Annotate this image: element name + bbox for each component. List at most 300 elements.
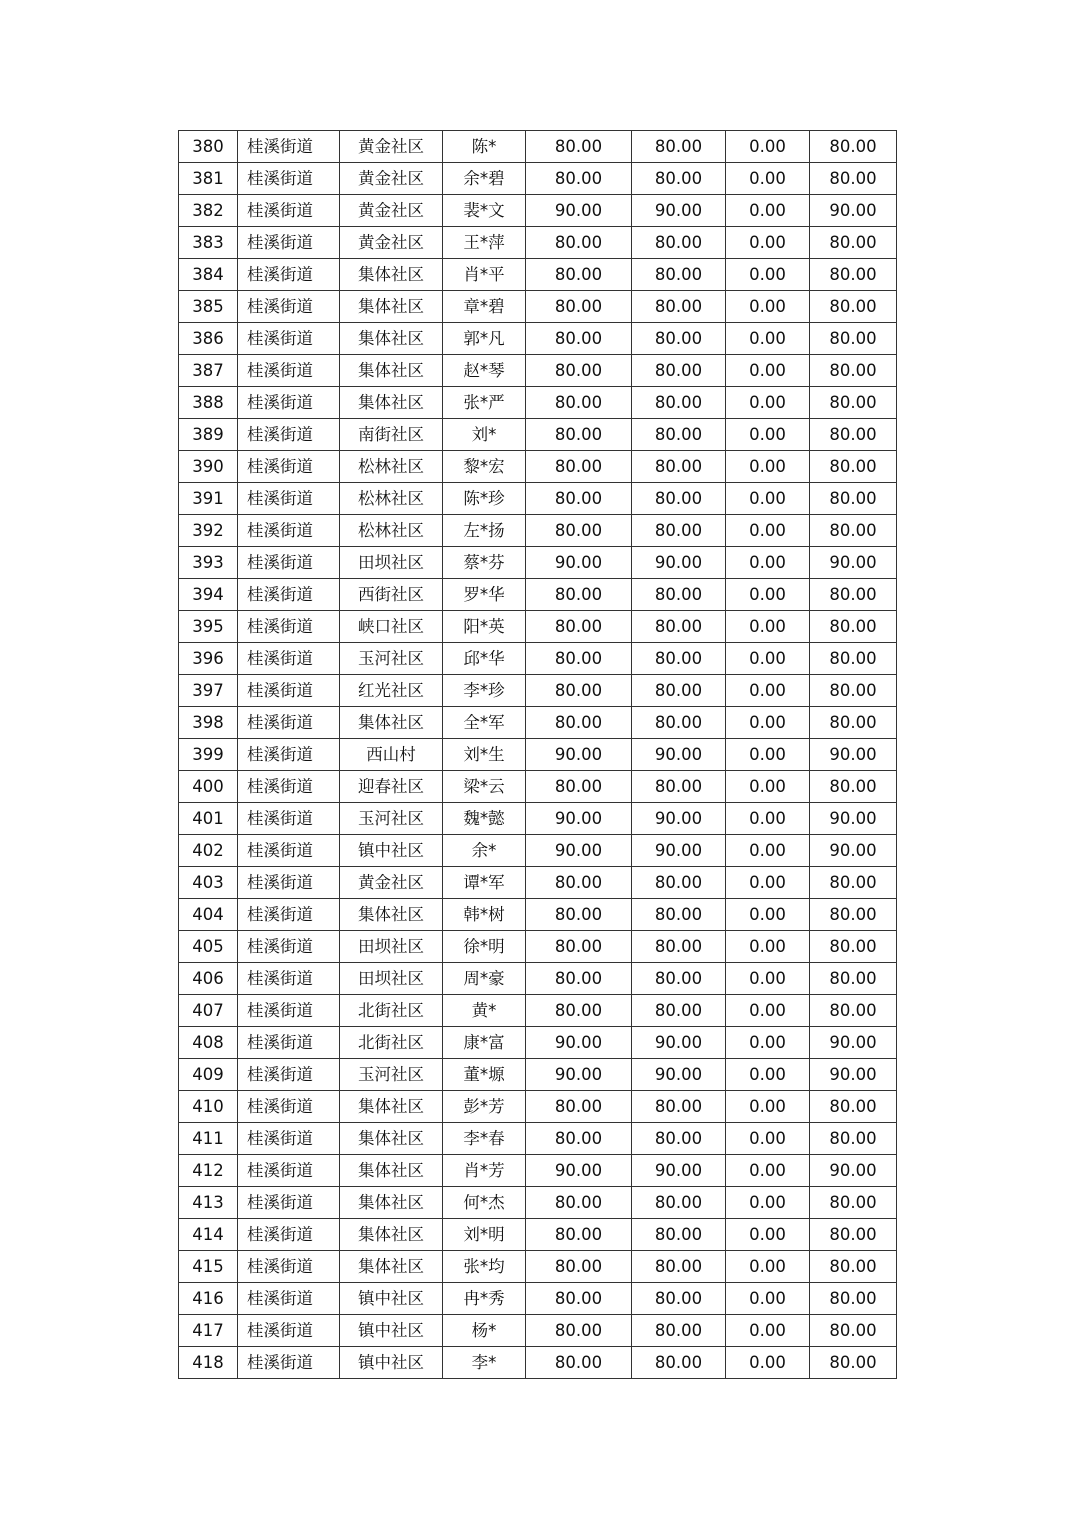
- amount-cell-1: 80.00: [526, 675, 632, 707]
- table-row: [179, 931, 897, 963]
- amount-cell-2: 80.00: [632, 419, 726, 451]
- street-cell: 桂溪街道: [238, 195, 340, 227]
- amount-cell-1: 80.00: [526, 771, 632, 803]
- table-row: [179, 803, 897, 835]
- amount-cell-2: 80.00: [632, 323, 726, 355]
- street-cell: 桂溪街道: [238, 483, 340, 515]
- amount-cell-2: 90.00: [632, 547, 726, 579]
- amount-cell-3: 0.00: [726, 1315, 810, 1347]
- table-row: [179, 1155, 897, 1187]
- amount-cell-1: 90.00: [526, 195, 632, 227]
- amount-cell-2: 80.00: [632, 483, 726, 515]
- amount-cell-3: 0.00: [726, 227, 810, 259]
- amount-cell-total: 80.00: [810, 291, 897, 323]
- amount-cell-2: 80.00: [632, 1187, 726, 1219]
- amount-cell-2: 80.00: [632, 771, 726, 803]
- table-row: [179, 227, 897, 259]
- amount-cell-1: 80.00: [526, 643, 632, 675]
- amount-cell-total: 80.00: [810, 451, 897, 483]
- table-row: [179, 291, 897, 323]
- name-cell: 梁*云: [443, 771, 526, 803]
- amount-cell-3: 0.00: [726, 355, 810, 387]
- street-cell: 桂溪街道: [238, 1123, 340, 1155]
- amount-cell-2: 80.00: [632, 995, 726, 1027]
- row-number: 404: [179, 899, 238, 931]
- amount-cell-3: 0.00: [726, 835, 810, 867]
- amount-cell-1: 80.00: [526, 707, 632, 739]
- amount-cell-2: 80.00: [632, 1347, 726, 1379]
- table-row: [179, 963, 897, 995]
- row-number: 391: [179, 483, 238, 515]
- row-number: 398: [179, 707, 238, 739]
- amount-cell-3: 0.00: [726, 1283, 810, 1315]
- amount-cell-1: 80.00: [526, 483, 632, 515]
- name-cell: 黄*: [443, 995, 526, 1027]
- community-cell: 集体社区: [340, 1123, 443, 1155]
- name-cell: 刘*生: [443, 739, 526, 771]
- amount-cell-3: 0.00: [726, 579, 810, 611]
- row-number: 386: [179, 323, 238, 355]
- row-number: 396: [179, 643, 238, 675]
- amount-cell-1: 80.00: [526, 579, 632, 611]
- name-cell: 阳*英: [443, 611, 526, 643]
- name-cell: 周*豪: [443, 963, 526, 995]
- amount-cell-3: 0.00: [726, 1091, 810, 1123]
- street-cell: 桂溪街道: [238, 675, 340, 707]
- amount-cell-total: 80.00: [810, 323, 897, 355]
- amount-cell-total: 80.00: [810, 899, 897, 931]
- community-cell: 田坝社区: [340, 963, 443, 995]
- row-number: 411: [179, 1123, 238, 1155]
- amount-cell-2: 90.00: [632, 1155, 726, 1187]
- street-cell: 桂溪街道: [238, 1187, 340, 1219]
- amount-cell-3: 0.00: [726, 1027, 810, 1059]
- amount-cell-1: 80.00: [526, 163, 632, 195]
- table-row: [179, 1059, 897, 1091]
- amount-cell-2: 80.00: [632, 1283, 726, 1315]
- amount-cell-total: 80.00: [810, 1187, 897, 1219]
- amount-cell-total: 80.00: [810, 995, 897, 1027]
- amount-cell-total: 90.00: [810, 803, 897, 835]
- community-cell: 集体社区: [340, 1091, 443, 1123]
- table-row: [179, 451, 897, 483]
- community-cell: 集体社区: [340, 323, 443, 355]
- name-cell: 全*军: [443, 707, 526, 739]
- row-number: 394: [179, 579, 238, 611]
- amount-cell-3: 0.00: [726, 1059, 810, 1091]
- name-cell: 罗*华: [443, 579, 526, 611]
- amount-cell-3: 0.00: [726, 899, 810, 931]
- amount-cell-1: 90.00: [526, 1155, 632, 1187]
- amount-cell-3: 0.00: [726, 995, 810, 1027]
- amount-cell-total: 90.00: [810, 835, 897, 867]
- street-cell: 桂溪街道: [238, 963, 340, 995]
- name-cell: 章*碧: [443, 291, 526, 323]
- amount-cell-total: 80.00: [810, 483, 897, 515]
- row-number: 383: [179, 227, 238, 259]
- amount-cell-1: 80.00: [526, 387, 632, 419]
- amount-cell-1: 80.00: [526, 291, 632, 323]
- amount-cell-3: 0.00: [726, 419, 810, 451]
- street-cell: 桂溪街道: [238, 1155, 340, 1187]
- street-cell: 桂溪街道: [238, 643, 340, 675]
- amount-cell-total: 80.00: [810, 515, 897, 547]
- name-cell: 陈*: [443, 131, 526, 163]
- amount-cell-total: 80.00: [810, 867, 897, 899]
- table-row: [179, 835, 897, 867]
- table-row: [179, 515, 897, 547]
- amount-cell-3: 0.00: [726, 611, 810, 643]
- amount-cell-3: 0.00: [726, 707, 810, 739]
- community-cell: 集体社区: [340, 1187, 443, 1219]
- amount-cell-3: 0.00: [726, 1123, 810, 1155]
- name-cell: 杨*: [443, 1315, 526, 1347]
- table-row: [179, 867, 897, 899]
- community-cell: 迎春社区: [340, 771, 443, 803]
- amount-cell-3: 0.00: [726, 867, 810, 899]
- name-cell: 左*扬: [443, 515, 526, 547]
- table-row: [179, 1347, 897, 1379]
- community-cell: 玉河社区: [340, 1059, 443, 1091]
- amount-cell-3: 0.00: [726, 483, 810, 515]
- amount-cell-1: 80.00: [526, 259, 632, 291]
- amount-cell-1: 80.00: [526, 1219, 632, 1251]
- community-cell: 集体社区: [340, 1219, 443, 1251]
- amount-cell-total: 80.00: [810, 963, 897, 995]
- amount-cell-3: 0.00: [726, 739, 810, 771]
- street-cell: 桂溪街道: [238, 1219, 340, 1251]
- amount-cell-1: 80.00: [526, 1251, 632, 1283]
- amount-cell-2: 80.00: [632, 1219, 726, 1251]
- community-cell: 西山村: [340, 739, 443, 771]
- row-number: 395: [179, 611, 238, 643]
- amount-cell-1: 80.00: [526, 1123, 632, 1155]
- name-cell: 谭*军: [443, 867, 526, 899]
- amount-cell-3: 0.00: [726, 1347, 810, 1379]
- community-cell: 集体社区: [340, 899, 443, 931]
- amount-cell-total: 80.00: [810, 1091, 897, 1123]
- amount-cell-3: 0.00: [726, 259, 810, 291]
- table-row: [179, 547, 897, 579]
- name-cell: 李*春: [443, 1123, 526, 1155]
- community-cell: 镇中社区: [340, 1347, 443, 1379]
- table-row: [179, 1219, 897, 1251]
- name-cell: 徐*明: [443, 931, 526, 963]
- row-number: 408: [179, 1027, 238, 1059]
- street-cell: 桂溪街道: [238, 867, 340, 899]
- row-number: 414: [179, 1219, 238, 1251]
- amount-cell-total: 80.00: [810, 611, 897, 643]
- amount-cell-1: 80.00: [526, 899, 632, 931]
- amount-cell-2: 80.00: [632, 963, 726, 995]
- street-cell: 桂溪街道: [238, 995, 340, 1027]
- amount-cell-total: 80.00: [810, 1283, 897, 1315]
- community-cell: 南街社区: [340, 419, 443, 451]
- table-row: [179, 355, 897, 387]
- name-cell: 余*: [443, 835, 526, 867]
- row-number: 387: [179, 355, 238, 387]
- amount-cell-2: 80.00: [632, 707, 726, 739]
- row-number: 416: [179, 1283, 238, 1315]
- street-cell: 桂溪街道: [238, 931, 340, 963]
- amount-cell-1: 90.00: [526, 739, 632, 771]
- amount-cell-total: 90.00: [810, 1027, 897, 1059]
- street-cell: 桂溪街道: [238, 707, 340, 739]
- community-cell: 集体社区: [340, 355, 443, 387]
- street-cell: 桂溪街道: [238, 419, 340, 451]
- community-cell: 黄金社区: [340, 131, 443, 163]
- amount-cell-1: 80.00: [526, 355, 632, 387]
- name-cell: 蔡*芬: [443, 547, 526, 579]
- row-number: 392: [179, 515, 238, 547]
- row-number: 402: [179, 835, 238, 867]
- amount-cell-1: 80.00: [526, 1091, 632, 1123]
- amount-cell-total: 80.00: [810, 1347, 897, 1379]
- amount-cell-3: 0.00: [726, 451, 810, 483]
- table-row: [179, 483, 897, 515]
- street-cell: 桂溪街道: [238, 899, 340, 931]
- name-cell: 赵*琴: [443, 355, 526, 387]
- name-cell: 王*萍: [443, 227, 526, 259]
- row-number: 390: [179, 451, 238, 483]
- street-cell: 桂溪街道: [238, 803, 340, 835]
- table-row: [179, 1315, 897, 1347]
- row-number: 385: [179, 291, 238, 323]
- amount-cell-1: 80.00: [526, 1347, 632, 1379]
- amount-cell-1: 80.00: [526, 1315, 632, 1347]
- street-cell: 桂溪街道: [238, 547, 340, 579]
- amount-cell-1: 90.00: [526, 803, 632, 835]
- community-cell: 集体社区: [340, 291, 443, 323]
- row-number: 409: [179, 1059, 238, 1091]
- community-cell: 镇中社区: [340, 1283, 443, 1315]
- row-number: 407: [179, 995, 238, 1027]
- row-number: 401: [179, 803, 238, 835]
- community-cell: 集体社区: [340, 707, 443, 739]
- amount-cell-total: 90.00: [810, 547, 897, 579]
- amount-cell-2: 80.00: [632, 1091, 726, 1123]
- amount-cell-1: 80.00: [526, 323, 632, 355]
- amount-cell-2: 90.00: [632, 195, 726, 227]
- amount-cell-2: 80.00: [632, 1123, 726, 1155]
- row-number: 417: [179, 1315, 238, 1347]
- amount-cell-1: 80.00: [526, 867, 632, 899]
- table-row: [179, 387, 897, 419]
- row-number: 415: [179, 1251, 238, 1283]
- amount-cell-2: 80.00: [632, 515, 726, 547]
- amount-cell-3: 0.00: [726, 1251, 810, 1283]
- amount-cell-total: 90.00: [810, 1059, 897, 1091]
- row-number: 380: [179, 131, 238, 163]
- community-cell: 镇中社区: [340, 1315, 443, 1347]
- amount-cell-3: 0.00: [726, 131, 810, 163]
- street-cell: 桂溪街道: [238, 771, 340, 803]
- name-cell: 陈*珍: [443, 483, 526, 515]
- street-cell: 桂溪街道: [238, 1059, 340, 1091]
- community-cell: 集体社区: [340, 387, 443, 419]
- amount-cell-1: 80.00: [526, 611, 632, 643]
- amount-cell-1: 90.00: [526, 1027, 632, 1059]
- amount-cell-3: 0.00: [726, 323, 810, 355]
- amount-cell-1: 90.00: [526, 547, 632, 579]
- community-cell: 镇中社区: [340, 835, 443, 867]
- community-cell: 玉河社区: [340, 803, 443, 835]
- name-cell: 张*均: [443, 1251, 526, 1283]
- row-number: 393: [179, 547, 238, 579]
- amount-cell-1: 80.00: [526, 131, 632, 163]
- amount-cell-1: 80.00: [526, 1187, 632, 1219]
- amount-cell-total: 80.00: [810, 1219, 897, 1251]
- amount-cell-total: 80.00: [810, 675, 897, 707]
- name-cell: 邱*华: [443, 643, 526, 675]
- name-cell: 张*严: [443, 387, 526, 419]
- amount-cell-2: 80.00: [632, 643, 726, 675]
- name-cell: 黎*宏: [443, 451, 526, 483]
- name-cell: 肖*芳: [443, 1155, 526, 1187]
- amount-cell-total: 90.00: [810, 195, 897, 227]
- street-cell: 桂溪街道: [238, 451, 340, 483]
- community-cell: 集体社区: [340, 259, 443, 291]
- community-cell: 黄金社区: [340, 195, 443, 227]
- amount-cell-total: 80.00: [810, 131, 897, 163]
- amount-cell-total: 80.00: [810, 707, 897, 739]
- name-cell: 裴*文: [443, 195, 526, 227]
- amount-cell-total: 90.00: [810, 1155, 897, 1187]
- amount-cell-2: 90.00: [632, 1059, 726, 1091]
- amount-cell-1: 80.00: [526, 451, 632, 483]
- community-cell: 峡口社区: [340, 611, 443, 643]
- amount-cell-2: 80.00: [632, 611, 726, 643]
- street-cell: 桂溪街道: [238, 291, 340, 323]
- amount-cell-2: 80.00: [632, 675, 726, 707]
- amount-cell-3: 0.00: [726, 643, 810, 675]
- amount-cell-total: 90.00: [810, 739, 897, 771]
- name-cell: 刘*明: [443, 1219, 526, 1251]
- amount-cell-total: 80.00: [810, 643, 897, 675]
- table-row: [179, 771, 897, 803]
- row-number: 400: [179, 771, 238, 803]
- amount-cell-3: 0.00: [726, 771, 810, 803]
- amount-cell-2: 80.00: [632, 227, 726, 259]
- table-row: [179, 1187, 897, 1219]
- amount-cell-total: 80.00: [810, 419, 897, 451]
- table-row: [179, 1027, 897, 1059]
- table-body: [179, 131, 897, 1379]
- community-cell: 黄金社区: [340, 163, 443, 195]
- row-number: 399: [179, 739, 238, 771]
- street-cell: 桂溪街道: [238, 131, 340, 163]
- table-row: [179, 259, 897, 291]
- community-cell: 松林社区: [340, 515, 443, 547]
- street-cell: 桂溪街道: [238, 1091, 340, 1123]
- name-cell: 彭*芳: [443, 1091, 526, 1123]
- name-cell: 韩*树: [443, 899, 526, 931]
- amount-cell-3: 0.00: [726, 515, 810, 547]
- amount-cell-1: 90.00: [526, 835, 632, 867]
- amount-cell-3: 0.00: [726, 675, 810, 707]
- amount-cell-2: 80.00: [632, 579, 726, 611]
- table-row: [179, 707, 897, 739]
- table-row: [179, 1091, 897, 1123]
- name-cell: 刘*: [443, 419, 526, 451]
- amount-cell-3: 0.00: [726, 931, 810, 963]
- street-cell: 桂溪街道: [238, 323, 340, 355]
- street-cell: 桂溪街道: [238, 227, 340, 259]
- amount-cell-3: 0.00: [726, 387, 810, 419]
- table-row: [179, 899, 897, 931]
- street-cell: 桂溪街道: [238, 835, 340, 867]
- street-cell: 桂溪街道: [238, 611, 340, 643]
- name-cell: 何*杰: [443, 1187, 526, 1219]
- row-number: 381: [179, 163, 238, 195]
- amount-cell-total: 80.00: [810, 1251, 897, 1283]
- amount-cell-total: 80.00: [810, 259, 897, 291]
- name-cell: 余*碧: [443, 163, 526, 195]
- table-row: [179, 611, 897, 643]
- name-cell: 康*富: [443, 1027, 526, 1059]
- amount-cell-total: 80.00: [810, 163, 897, 195]
- data-table: [178, 130, 897, 1379]
- table-row: [179, 1283, 897, 1315]
- amount-cell-1: 80.00: [526, 995, 632, 1027]
- row-number: 418: [179, 1347, 238, 1379]
- amount-cell-total: 80.00: [810, 579, 897, 611]
- amount-cell-total: 80.00: [810, 387, 897, 419]
- amount-cell-2: 80.00: [632, 867, 726, 899]
- table-row: [179, 739, 897, 771]
- street-cell: 桂溪街道: [238, 355, 340, 387]
- street-cell: 桂溪街道: [238, 163, 340, 195]
- table-row: [179, 419, 897, 451]
- amount-cell-1: 80.00: [526, 227, 632, 259]
- amount-cell-1: 80.00: [526, 963, 632, 995]
- row-number: 382: [179, 195, 238, 227]
- amount-cell-1: 80.00: [526, 1283, 632, 1315]
- amount-cell-2: 80.00: [632, 1251, 726, 1283]
- amount-cell-2: 80.00: [632, 163, 726, 195]
- amount-cell-2: 80.00: [632, 259, 726, 291]
- amount-cell-2: 90.00: [632, 803, 726, 835]
- table-row: [179, 579, 897, 611]
- table-row: [179, 1251, 897, 1283]
- amount-cell-3: 0.00: [726, 963, 810, 995]
- street-cell: 桂溪街道: [238, 1251, 340, 1283]
- community-cell: 北街社区: [340, 1027, 443, 1059]
- amount-cell-total: 80.00: [810, 355, 897, 387]
- amount-cell-2: 80.00: [632, 355, 726, 387]
- street-cell: 桂溪街道: [238, 1315, 340, 1347]
- community-cell: 玉河社区: [340, 643, 443, 675]
- amount-cell-3: 0.00: [726, 291, 810, 323]
- community-cell: 黄金社区: [340, 227, 443, 259]
- community-cell: 松林社区: [340, 483, 443, 515]
- street-cell: 桂溪街道: [238, 1027, 340, 1059]
- table-row: [179, 323, 897, 355]
- street-cell: 桂溪街道: [238, 1283, 340, 1315]
- row-number: 397: [179, 675, 238, 707]
- amount-cell-2: 90.00: [632, 739, 726, 771]
- table-row: [179, 1123, 897, 1155]
- row-number: 405: [179, 931, 238, 963]
- name-cell: 李*珍: [443, 675, 526, 707]
- amount-cell-1: 80.00: [526, 515, 632, 547]
- amount-cell-3: 0.00: [726, 547, 810, 579]
- amount-cell-3: 0.00: [726, 1219, 810, 1251]
- table-row: [179, 131, 897, 163]
- street-cell: 桂溪街道: [238, 1347, 340, 1379]
- amount-cell-2: 80.00: [632, 451, 726, 483]
- community-cell: 黄金社区: [340, 867, 443, 899]
